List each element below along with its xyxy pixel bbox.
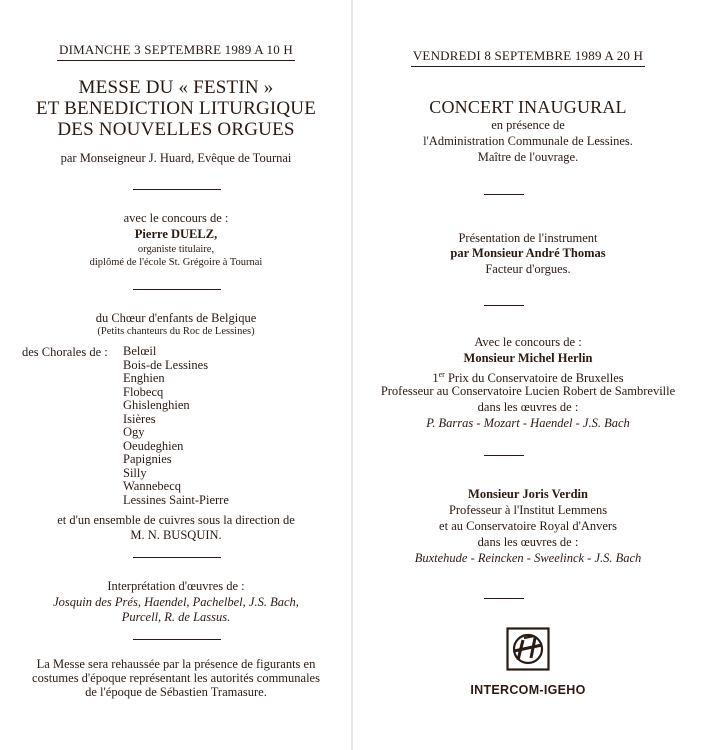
presenter-name: par Monsieur André Thomas: [450, 246, 606, 260]
intercom-igeho-logo-icon: [506, 627, 550, 671]
list-item: Belœil: [123, 344, 157, 358]
performer1-name: Monsieur Michel Herlin: [463, 351, 593, 365]
mass-byline: par Monseigneur J. Huard, Evêque de Tournai: [60, 151, 292, 165]
list-item: Bois-de Lessines: [123, 357, 209, 372]
interp-composers-line-2: Purcell, R. de Lassus.: [121, 610, 231, 624]
presentation-line: Présentation de l'instrument: [458, 231, 598, 245]
mass-title: [0, 77, 352, 140]
divider: [133, 189, 221, 190]
concours-intro: avec le concours de :: [123, 211, 229, 225]
list-item: Papignies: [123, 452, 172, 466]
chorales-list: [123, 345, 229, 507]
performer2-role-1: Professeur à l'Institut Lemmens: [448, 503, 608, 517]
list-item: Enghien: [123, 371, 165, 385]
list-item: Flobecq: [123, 384, 164, 399]
list-item: Lessines Saint-Pierre: [123, 492, 229, 507]
interp-intro: Interprétation d'œuvres de :: [107, 579, 245, 593]
list-item: Ogy: [123, 425, 145, 439]
presence-line-1: en présence de: [491, 118, 565, 132]
left-date-heading: DIMANCHE 3 SEPTEMBRE 1989 A 10 H: [0, 42, 352, 61]
closing-line-1: La Messe sera rehaussée par la présence de figurants en: [36, 657, 316, 671]
concert-title: CONCERT INAUGURAL: [429, 97, 627, 117]
presence-line-2: l'Administration Communale de Lessines.: [423, 134, 633, 148]
performer2-works-intro: dans les œuvres de :: [477, 535, 579, 549]
list-item: Ghislenghien: [123, 398, 190, 412]
performer2-works: Buxtehude - Reincken - Sweelinck - J.S. Bach: [414, 551, 642, 565]
performer1-role: Professeur au Conservatoire Lucien Robert de Sambreville: [380, 384, 676, 398]
mass-title-line-3: DES NOUVELLES ORGUES: [57, 119, 295, 140]
closing-line-3: de l'époque de Sébastien Tramasure.: [85, 685, 267, 699]
interp-composers-line-1: Josquin des Prés, Haendel, Pachelbel, J.S. Bach,: [53, 595, 299, 609]
list-item: Silly: [123, 465, 147, 480]
brass-director: M. N. BUSQUIN.: [130, 528, 222, 542]
divider: [484, 194, 524, 195]
concours-intro-right: Avec le concours de :: [474, 335, 582, 349]
organist-diploma: diplômé de l'école St. Grégoire à Tournai: [89, 257, 263, 268]
right-date-heading: VENDREDI 8 SEPTEMBRE 1989 A 20 H: [352, 48, 704, 67]
divider: [484, 598, 524, 599]
performer2-role-2: et au Conservatoire Royal d'Anvers: [439, 519, 617, 533]
presence-line-3: Maître de l'ouvrage.: [477, 150, 579, 164]
performer1-works-intro: dans les œuvres de :: [477, 400, 579, 414]
divider: [133, 557, 221, 558]
list-item: Wannebecq: [123, 479, 181, 493]
performer1-works: P. Barras - Mozart - Haendel - J.S. Bach: [426, 416, 630, 430]
mass-title-line-1: MESSE DU « FESTIN »: [78, 77, 274, 98]
choir-name: du Chœur d'enfants de Belgique: [95, 311, 257, 325]
chorales-label: des Chorales de :: [22, 345, 108, 359]
presenter-role: Facteur d'orgues.: [485, 262, 571, 276]
closing-line-2: costumes d'époque représentant les autorités communales: [32, 671, 320, 685]
divider: [484, 305, 524, 306]
organist-role: organiste titulaire,: [137, 244, 215, 255]
performer2-name: Monsieur Joris Verdin: [468, 487, 588, 501]
mass-title-line-2: ET BENEDICTION LITURGIQUE: [35, 98, 317, 119]
choir-note: (Petits chanteurs du Roc de Lessines): [97, 326, 255, 337]
organist-name: Pierre DUELZ,: [134, 227, 218, 241]
divider: [133, 289, 221, 290]
list-item: Oeudeghien: [123, 438, 184, 453]
list-item: Isières: [123, 411, 156, 426]
divider: [133, 639, 221, 640]
sponsor-name: INTERCOM-IGEHO: [470, 683, 586, 697]
brass-line: et d'un ensemble de cuivres sous la direction de: [57, 513, 295, 527]
performer1-prize: 1er Prix du Conservatoire de Bruxelles: [432, 370, 624, 386]
divider: [484, 455, 524, 456]
